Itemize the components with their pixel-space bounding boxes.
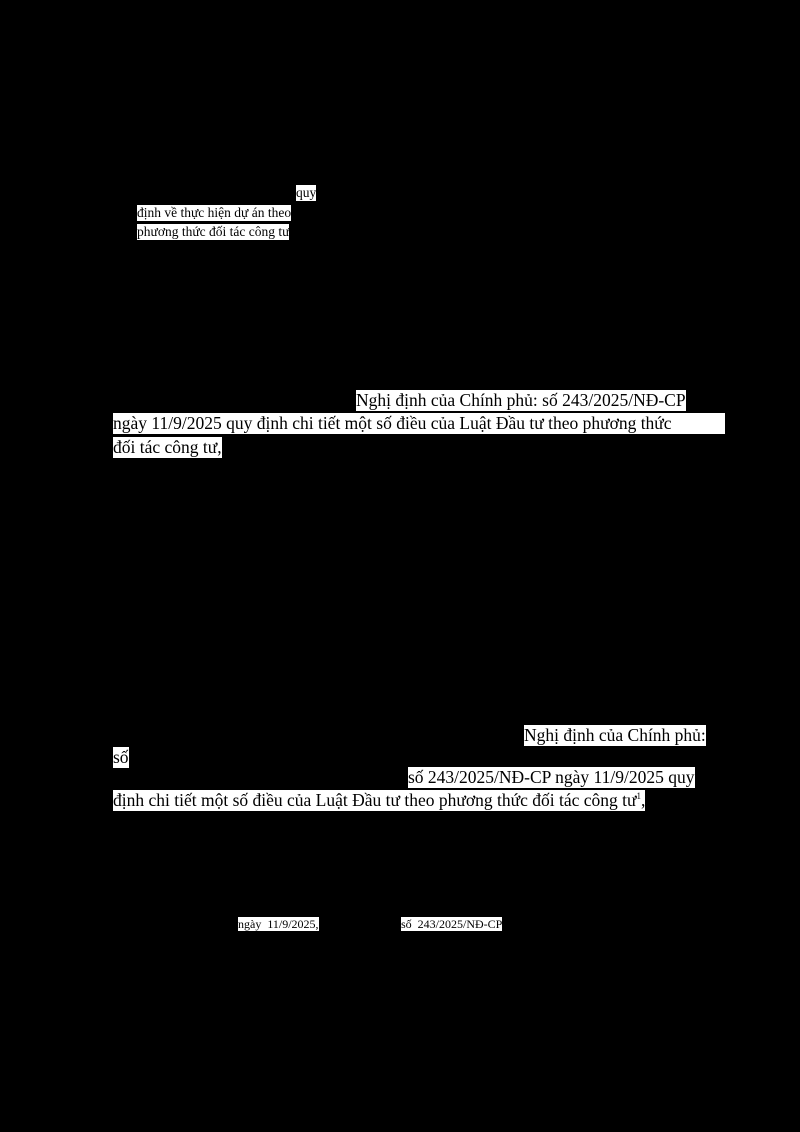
footer-part-2: số 243/2025/NĐ-CP — [401, 917, 503, 931]
top-line-3: phương thức đối tác công tư — [137, 224, 290, 239]
low-line-4-text: định chi tiết một số điều của Luật Đầu tư theo phương thức đối tác công tư — [113, 790, 637, 810]
low-line-4 — [113, 790, 645, 811]
low-line-4-tail: , — [640, 790, 646, 810]
low-line-2: số — [113, 747, 129, 767]
mid-line-3: đối tác công tư, — [113, 437, 222, 457]
mid-line-2: ngày 11/9/2025 quy định chi tiết một số điều của Luật Đầu tư theo phương thức — [113, 413, 725, 434]
low-line-3: số 243/2025/NĐ-CP ngày 11/9/2025 quy — [408, 767, 695, 787]
low-line-1: Nghị định của Chính phủ: — [524, 725, 706, 745]
top-line-1: quy — [296, 185, 317, 200]
mid-line-1: Nghị định của Chính phủ: số 243/2025/NĐ-CP — [356, 390, 686, 410]
footnote-reference: 1 — [636, 791, 641, 802]
footer-part-1: ngày 11/9/2025, — [238, 917, 319, 931]
top-line-2: định về thực hiện dự án theo — [137, 205, 292, 220]
